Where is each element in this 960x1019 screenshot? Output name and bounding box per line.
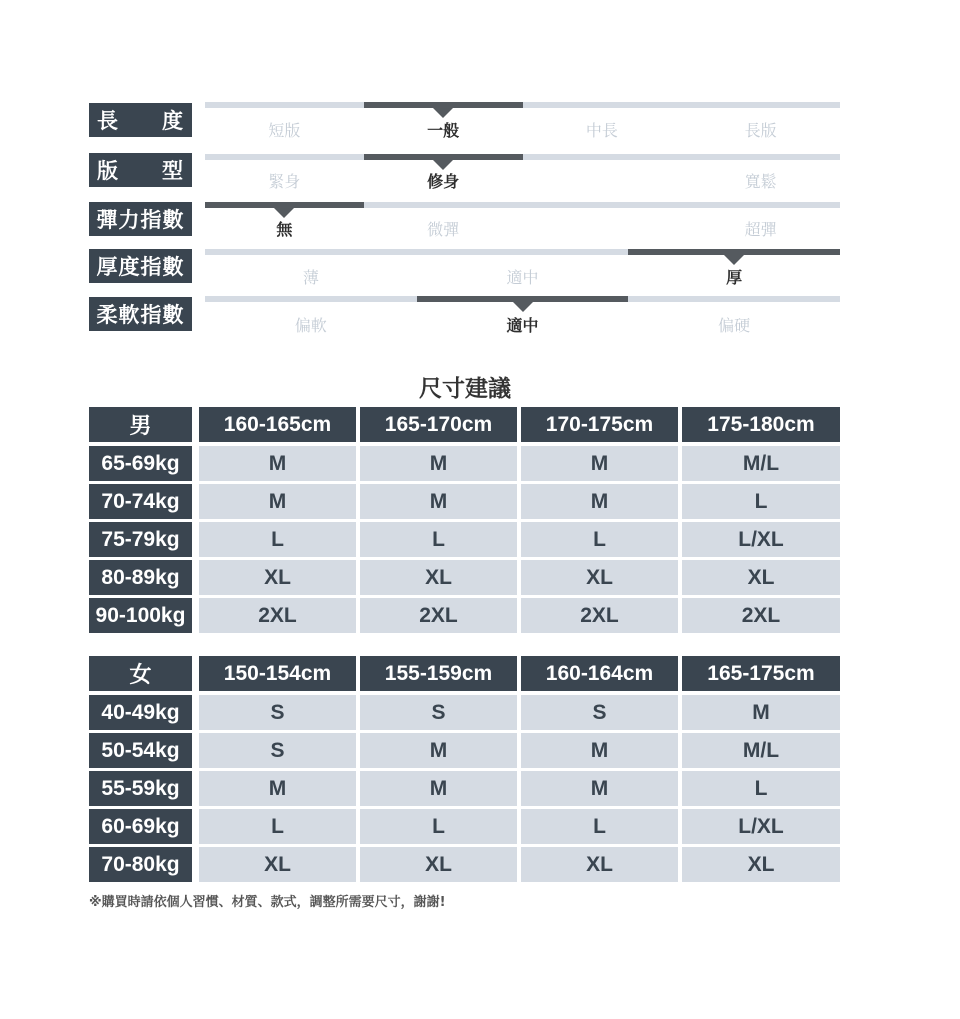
size-cell: XL <box>199 560 356 595</box>
size-cell: S <box>521 695 678 730</box>
down-triangle-icon <box>724 255 744 265</box>
height-header: 175-180cm <box>682 407 840 442</box>
weight-header: 55-59kg <box>89 771 192 806</box>
size-cell: XL <box>682 847 840 882</box>
size-cell: L <box>360 809 517 844</box>
weight-header: 65-69kg <box>89 446 192 481</box>
height-header: 150-154cm <box>199 656 356 691</box>
attribute-option: 適中 <box>506 316 539 335</box>
attribute-label: 版 型 <box>89 153 192 187</box>
size-cell: M <box>521 484 678 519</box>
footnote: ※購買時請依個人習慣、材質、款式，調整所需要尺寸，謝謝! <box>89 895 446 910</box>
size-cell: S <box>199 733 356 768</box>
size-cell: L <box>682 484 840 519</box>
size-cell: M/L <box>682 446 840 481</box>
down-triangle-icon <box>513 302 533 312</box>
attribute-option: 薄 <box>302 268 319 287</box>
weight-header: 60-69kg <box>89 809 192 844</box>
height-header: 155-159cm <box>360 656 517 691</box>
attribute-option: 長版 <box>744 121 777 140</box>
weight-header: 70-74kg <box>89 484 192 519</box>
attribute-option: 一般 <box>427 121 460 140</box>
weight-header: 90-100kg <box>89 598 192 633</box>
attribute-scale-track <box>205 249 840 255</box>
size-cell: M <box>199 446 356 481</box>
gender-header: 男 <box>89 407 192 442</box>
attribute-label: 柔軟指數 <box>89 297 192 331</box>
attribute-option: 適中 <box>506 268 539 287</box>
size-cell: L <box>360 522 517 557</box>
attribute-scale-track <box>205 154 840 160</box>
size-cell: M <box>682 695 840 730</box>
size-cell: M <box>521 771 678 806</box>
size-cell: M <box>360 484 517 519</box>
down-triangle-icon <box>433 108 453 118</box>
size-cell: 2XL <box>360 598 517 633</box>
size-cell: L <box>521 809 678 844</box>
height-header: 165-175cm <box>682 656 840 691</box>
attribute-scale-track <box>205 202 840 208</box>
attribute-label: 彈力指數 <box>89 202 192 236</box>
size-cell: L <box>682 771 840 806</box>
size-cell: 2XL <box>682 598 840 633</box>
attribute-option: 偏硬 <box>718 316 751 335</box>
attribute-option: 無 <box>276 220 293 239</box>
size-cell: M/L <box>682 733 840 768</box>
height-header: 160-165cm <box>199 407 356 442</box>
size-guide-title: 尺寸建議 <box>419 376 511 402</box>
size-cell: L <box>521 522 678 557</box>
size-cell: XL <box>360 560 517 595</box>
size-cell: XL <box>199 847 356 882</box>
attribute-option: 微彈 <box>427 220 460 239</box>
size-cell: S <box>199 695 356 730</box>
height-header: 170-175cm <box>521 407 678 442</box>
attribute-option: 中長 <box>585 121 618 140</box>
weight-header: 80-89kg <box>89 560 192 595</box>
attribute-label: 厚度指數 <box>89 249 192 283</box>
size-cell: M <box>360 733 517 768</box>
size-cell: S <box>360 695 517 730</box>
size-cell: 2XL <box>521 598 678 633</box>
attribute-option: 寬鬆 <box>744 172 777 191</box>
size-cell: M <box>521 446 678 481</box>
size-cell: M <box>521 733 678 768</box>
attribute-option: 緊身 <box>268 172 301 191</box>
size-cell: XL <box>682 560 840 595</box>
size-cell: XL <box>360 847 517 882</box>
weight-header: 75-79kg <box>89 522 192 557</box>
size-cell: L <box>199 522 356 557</box>
attribute-option: 厚 <box>726 268 743 287</box>
down-triangle-icon <box>274 208 294 218</box>
weight-header: 40-49kg <box>89 695 192 730</box>
weight-header: 50-54kg <box>89 733 192 768</box>
size-cell: M <box>360 771 517 806</box>
height-header: 160-164cm <box>521 656 678 691</box>
size-cell: XL <box>521 847 678 882</box>
size-cell: L <box>199 809 356 844</box>
attribute-option: 短版 <box>268 121 301 140</box>
attribute-option: 偏軟 <box>294 316 327 335</box>
attribute-option: 修身 <box>427 172 460 191</box>
size-cell: M <box>360 446 517 481</box>
size-cell: 2XL <box>199 598 356 633</box>
height-header: 165-170cm <box>360 407 517 442</box>
size-cell: XL <box>521 560 678 595</box>
size-cell: M <box>199 771 356 806</box>
attribute-option: 超彈 <box>744 220 777 239</box>
attribute-scale-track <box>205 296 840 302</box>
down-triangle-icon <box>433 160 453 170</box>
gender-header: 女 <box>89 656 192 691</box>
size-cell: M <box>199 484 356 519</box>
size-cell: L/XL <box>682 522 840 557</box>
size-cell: L/XL <box>682 809 840 844</box>
weight-header: 70-80kg <box>89 847 192 882</box>
attribute-scale-track <box>205 102 840 108</box>
attribute-label: 長 度 <box>89 103 192 137</box>
